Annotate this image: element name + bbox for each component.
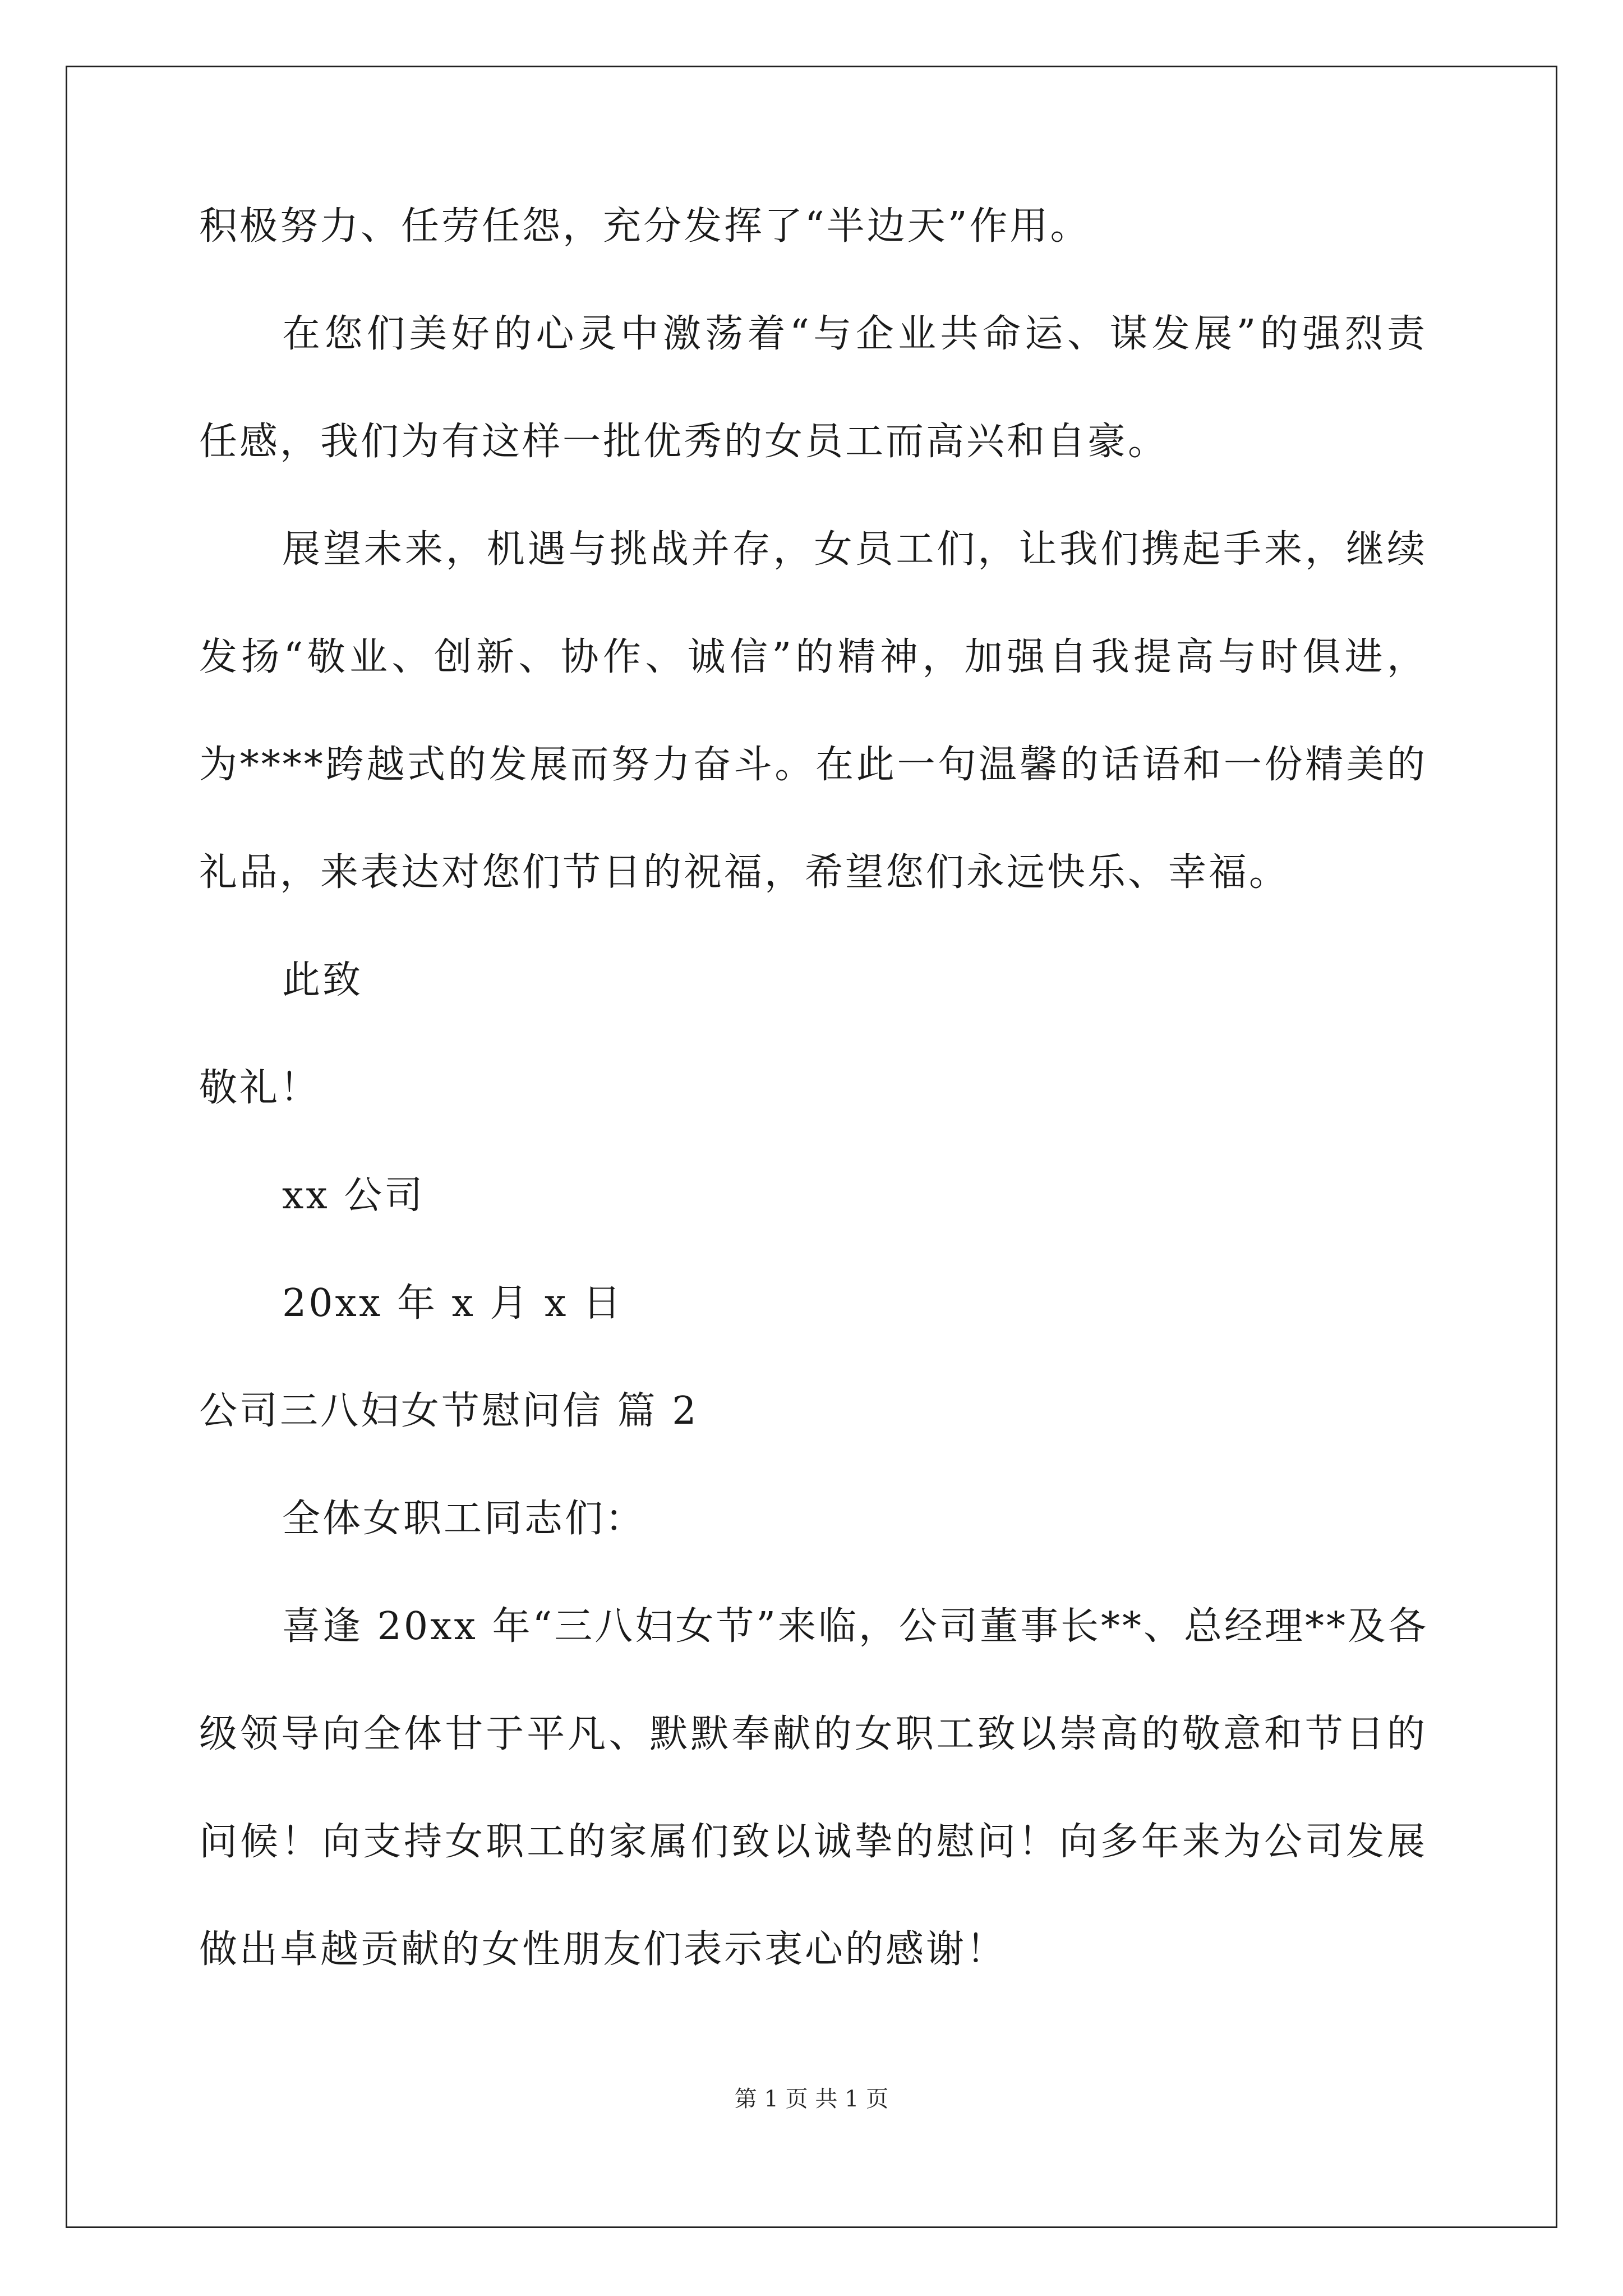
paragraph-line: 礼品，来表达对您们节日的祝福，希望您们永远快乐、幸福。 xyxy=(199,850,1290,895)
greeting-line: 全体女职工同志们： xyxy=(282,1497,646,1541)
signature-date: 20xx 年 x 月 x 日 xyxy=(282,1281,624,1326)
section-heading: 公司三八妇女节慰问信 篇 2 xyxy=(199,1389,699,1433)
paragraph-line: 问候！向支持女职工的家属们致以诚挚的慰问！向多年来为公司发展 xyxy=(199,1820,1427,1864)
paragraph-line: 展望未来，机遇与挑战并存，女员工们，让我们携起手来，继续 xyxy=(282,527,1427,572)
page-footer: 第 1 页 共 1 页 xyxy=(734,2086,889,2112)
paragraph-line: 在您们美好的心灵中激荡着“与企业共命运、谋发展”的强烈责 xyxy=(282,312,1427,356)
closing-regards: 敬礼！ xyxy=(199,1066,321,1110)
paragraph-line: 为****跨越式的发展而努力奋斗。在此一句温馨的话语和一份精美的 xyxy=(199,743,1427,787)
paragraph-line: 积极努力、任劳任怨，充分发挥了“半边天”作用。 xyxy=(199,204,1091,249)
closing-salutation: 此致 xyxy=(282,958,363,1002)
paragraph-line: 发扬“敬业、创新、协作、诚信”的精神，加强自我提高与时俱进， xyxy=(199,635,1427,679)
paragraph-line: 级领导向全体甘于平凡、默默奉献的女职工致以崇高的敬意和节日的 xyxy=(199,1712,1427,1756)
signature-company: xx 公司 xyxy=(282,1174,425,1218)
paragraph-line: 任感，我们为有这样一批优秀的女员工而高兴和自豪。 xyxy=(199,420,1169,464)
paragraph-line: 喜逢 20xx 年“三八妇女节”来临，公司董事长**、总经理**及各 xyxy=(282,1604,1428,1649)
paragraph-line: 做出卓越贡献的女性朋友们表示衷心的感谢！ xyxy=(199,1927,1007,1972)
document-body xyxy=(199,204,1428,2039)
